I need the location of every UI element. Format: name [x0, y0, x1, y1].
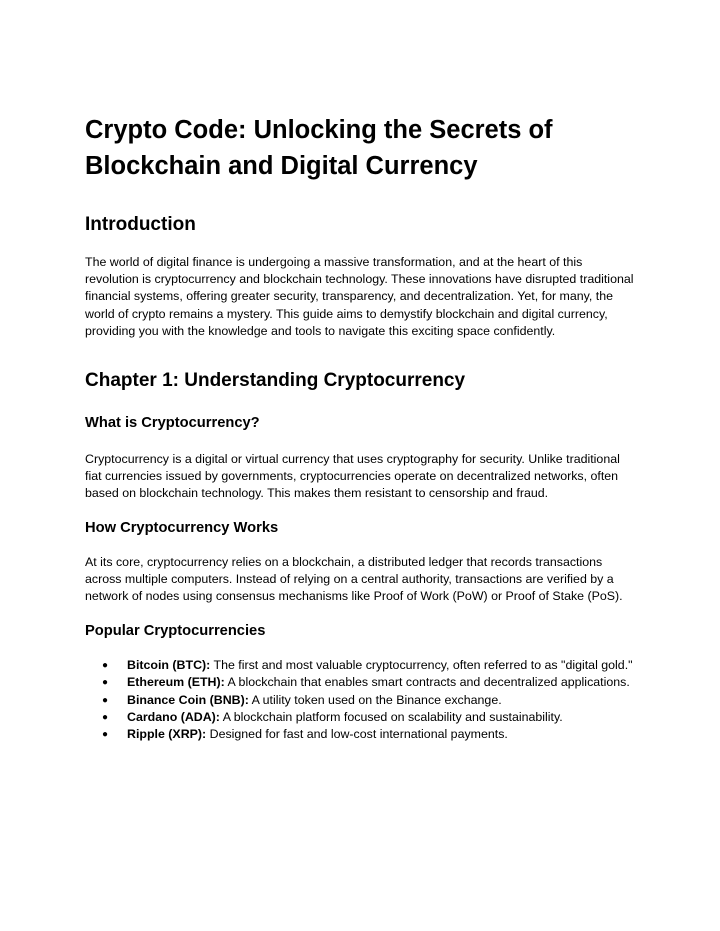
popular-cryptos-list	[85, 657, 635, 743]
crypto-term: Ripple (XRP):	[127, 727, 207, 742]
list-item	[85, 657, 635, 674]
bullet-icon: ●	[102, 660, 109, 672]
bullet-icon: ●	[102, 711, 109, 723]
document-page	[85, 112, 635, 743]
crypto-description: Designed for fast and low-cost international payments.	[206, 727, 508, 742]
chapter-1-heading: Chapter 1: Understanding Cryptocurrency	[85, 370, 466, 392]
list-item	[85, 674, 635, 691]
what-is-crypto-heading: What is Cryptocurrency?	[85, 415, 260, 432]
crypto-term: Bitcoin (BTC):	[127, 658, 211, 673]
list-item	[85, 692, 635, 709]
what-is-crypto-paragraph: Cryptocurrency is a digital or virtual currency that uses cryptography for security. Unlike traditional fiat currencies issued by governments, cryptocurrencies operate on decentralized networks, often based on blockchain technology. This makes them resistant to censorship and fraud.	[85, 452, 620, 501]
bullet-icon: ●	[102, 677, 109, 689]
list-item	[85, 709, 635, 726]
introduction-paragraph: The world of digital finance is undergoing a massive transformation, and at the heart of this revolution is cryptocurrency and blockchain technology. These innovations have disrupted traditional financial systems, offering greater security, transparency, and decentralization. Yet, for many, the world of crypto remains a mystery. This guide aims to demystify blockchain and digital currency, providing you with the knowledge and tools to navigate this exciting space confidently.	[85, 255, 634, 338]
list-item	[85, 726, 635, 743]
bullet-icon: ●	[102, 694, 109, 706]
crypto-description: The first and most valuable cryptocurrency, often referred to as "digital gold."	[210, 658, 633, 673]
how-crypto-works-paragraph: At its core, cryptocurrency relies on a blockchain, a distributed ledger that records transactions across multiple computers. Instead of relying on a central authority, transactions are verified by a network of nodes using consensus mechanisms like Proof of Work (PoW) or Proof of Stake (PoS).	[85, 554, 623, 604]
document-title: Crypto Code: Unlocking the Secrets of Blockchain and Digital Currency	[85, 116, 553, 180]
how-crypto-works-heading: How Cryptocurrency Works	[85, 519, 279, 536]
crypto-term: Ethereum (ETH):	[127, 675, 225, 690]
crypto-description: A blockchain that enables smart contracts and decentralized applications.	[224, 675, 630, 690]
crypto-description: A blockchain platform focused on scalability and sustainability.	[219, 709, 563, 724]
popular-cryptos-heading: Popular Cryptocurrencies	[85, 623, 266, 640]
introduction-heading: Introduction	[85, 214, 196, 235]
crypto-term: Binance Coin (BNB):	[127, 692, 249, 707]
bullet-icon: ●	[102, 729, 109, 741]
crypto-term: Cardano (ADA):	[127, 709, 220, 724]
crypto-description: A utility token used on the Binance exchange.	[248, 692, 502, 707]
